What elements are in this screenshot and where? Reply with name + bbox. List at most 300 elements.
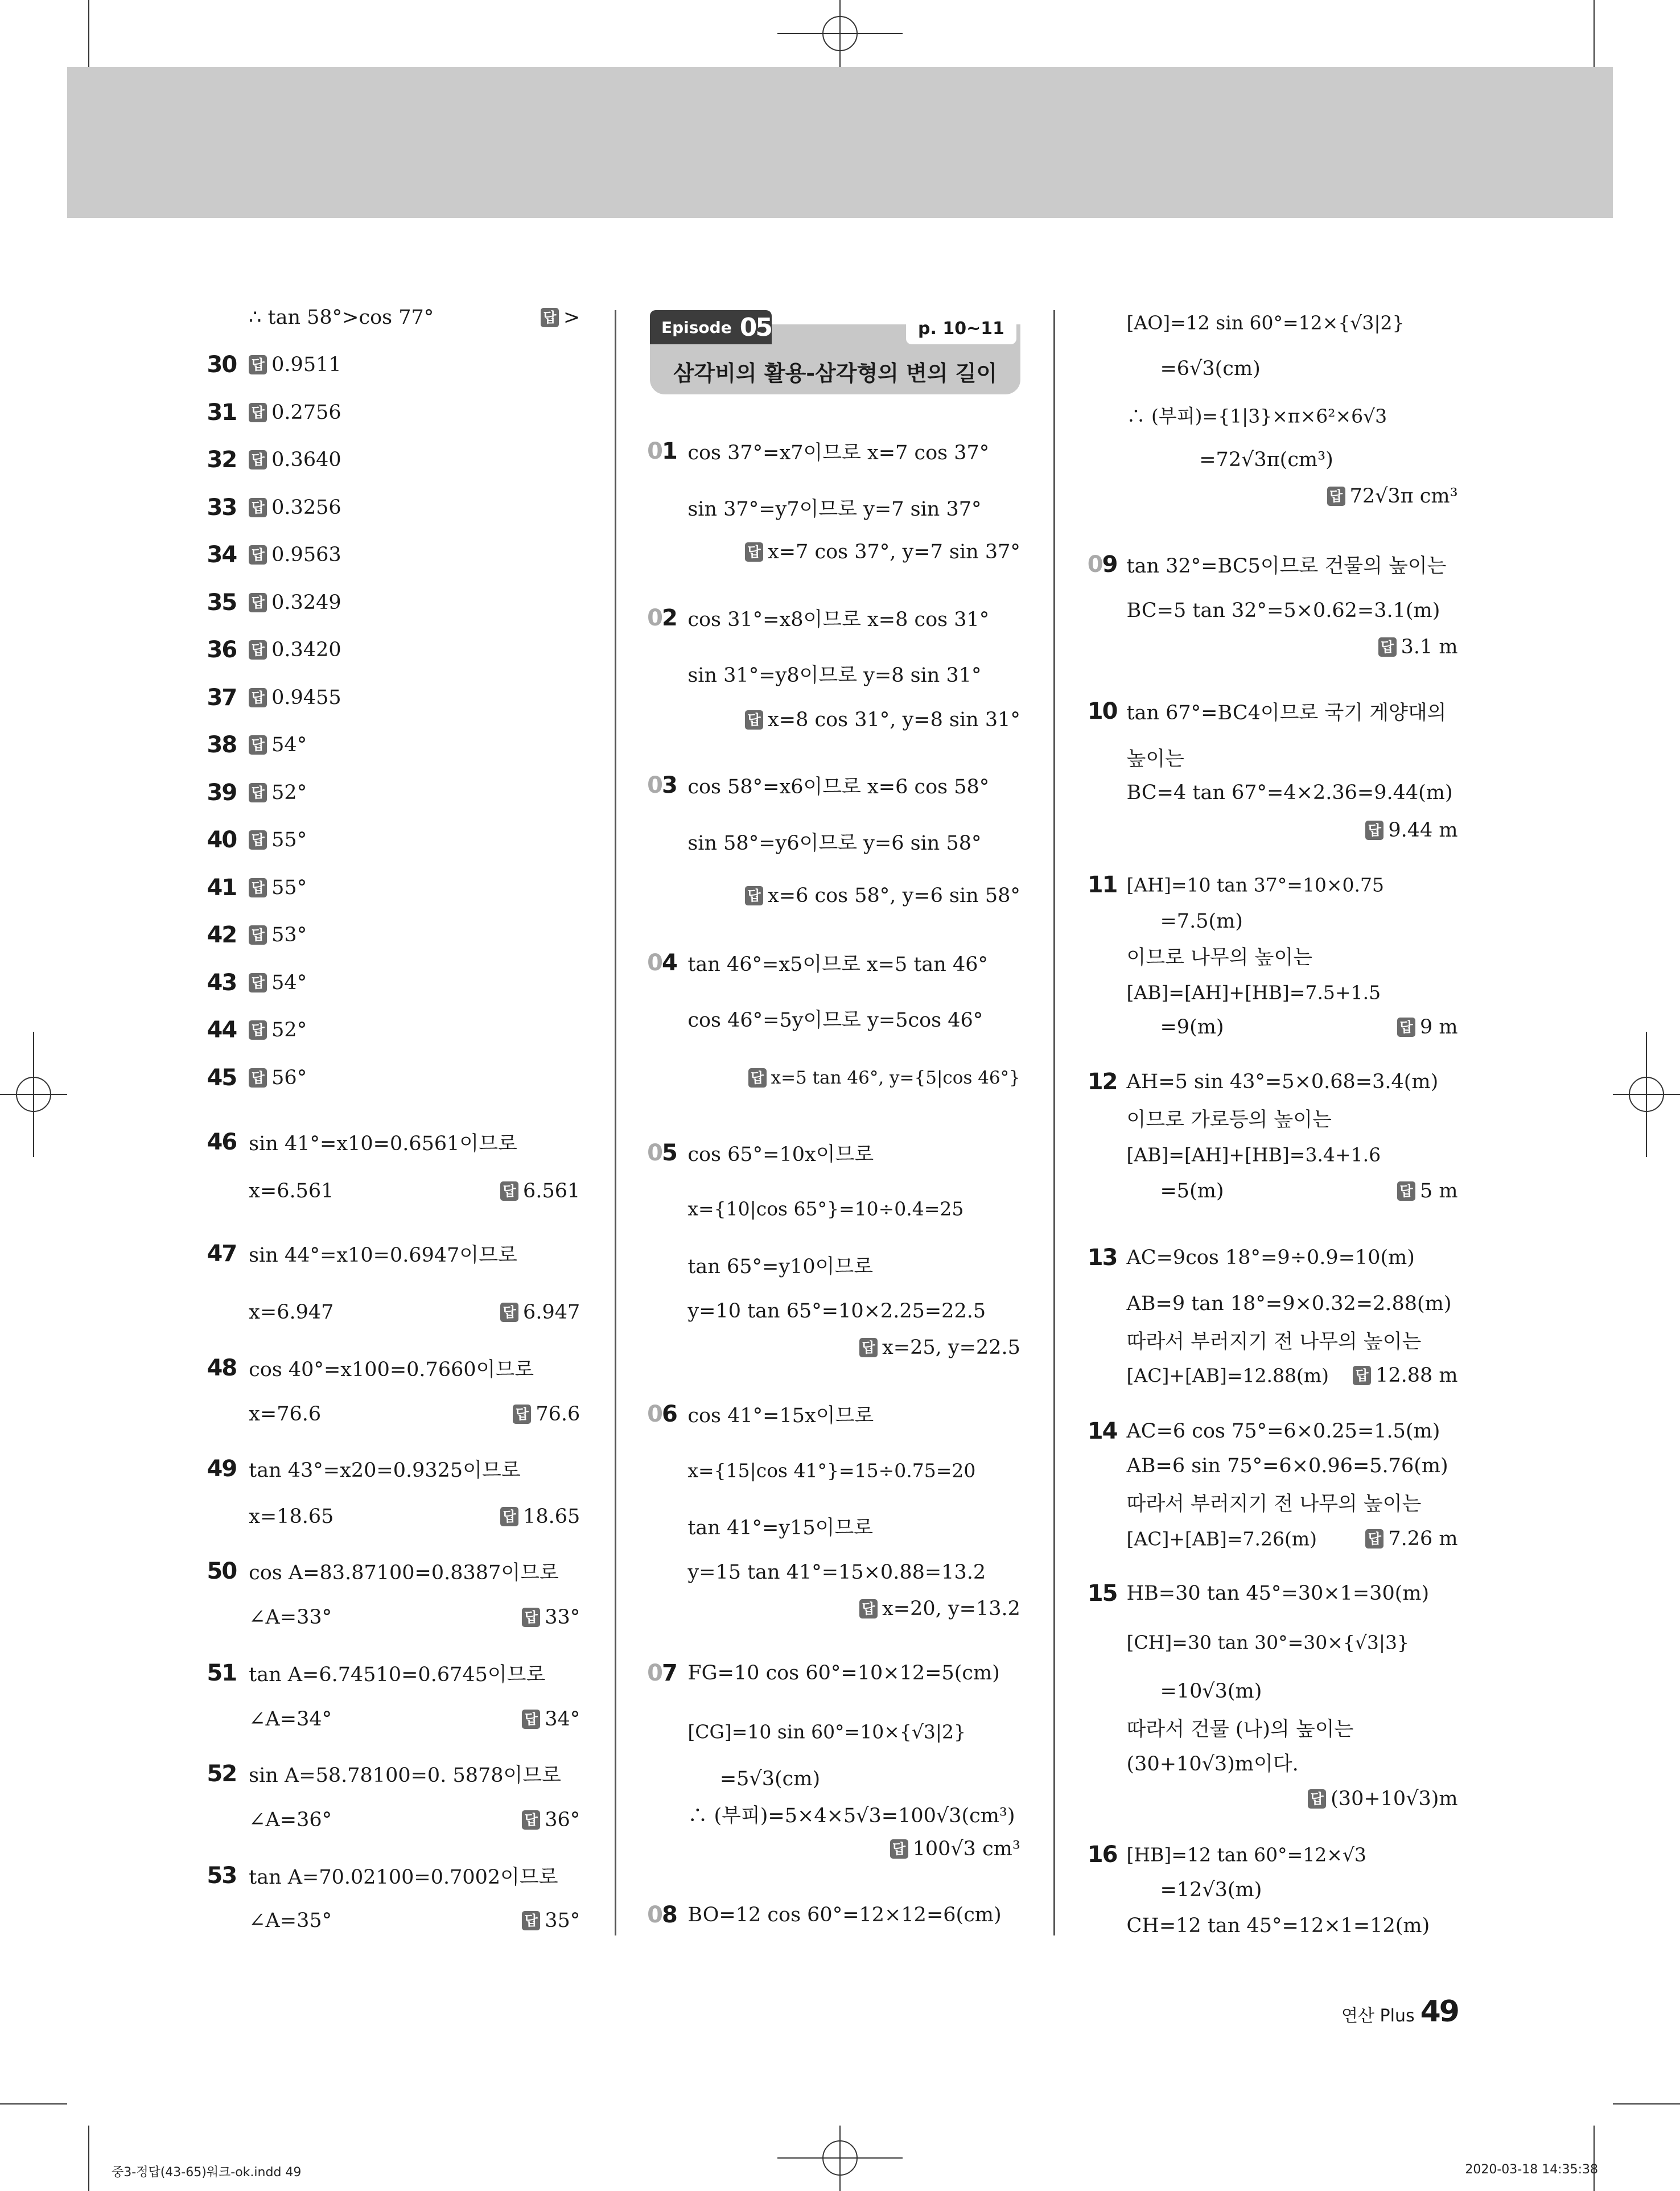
solution-line — [249, 1708, 332, 1731]
solution-line — [249, 1809, 332, 1831]
crop-mark — [88, 0, 89, 67]
line-text: 9.44 m — [1388, 818, 1458, 842]
answer-badge-icon: 답 — [249, 735, 267, 755]
answer-badge-icon: 답 — [249, 1020, 267, 1040]
line-text: > — [563, 306, 580, 329]
answer-badge-icon: 답 — [500, 1303, 518, 1322]
episode-number: 05 — [739, 312, 771, 342]
answer-badge-icon: 답 — [1397, 1018, 1415, 1037]
answer-line — [1308, 1788, 1457, 1810]
problem-number: 52 — [207, 1760, 237, 1787]
solution-line — [1127, 312, 1405, 334]
answer-badge-icon: 답 — [522, 1911, 540, 1930]
problem-number: 02 — [647, 604, 677, 631]
solution-line — [1127, 1914, 1430, 1937]
line-text: [AB]=[AH]+[HB]=3.4+1.6 — [1126, 1143, 1381, 1166]
line-text: x=8 cos 31°, y=8 sin 31° — [768, 708, 1020, 731]
answer-line — [249, 448, 341, 471]
registration-mark-icon — [1613, 1094, 1680, 1095]
line-text: [AC]+[AB]=12.88(m) — [1126, 1364, 1329, 1387]
solution-line — [249, 1354, 534, 1382]
line-text: [AC]+[AB]=7.26(m) — [1126, 1527, 1317, 1550]
solution-line — [1127, 599, 1440, 622]
line-text: x=76.6 — [249, 1403, 322, 1426]
problem-number: 32 — [207, 447, 237, 473]
problem-number: 39 — [207, 779, 237, 806]
line-text: BO=12 cos 60°=12×12=6(cm) — [687, 1903, 1002, 1926]
solution-line — [1127, 981, 1381, 1003]
problem-number: 50 — [207, 1558, 237, 1584]
line-text: cos 46°=5y이므로 y=5cos 46° — [687, 1009, 983, 1032]
line-text: =6√3(cm) — [1160, 357, 1261, 381]
line-text: ∠A=34° — [249, 1707, 332, 1731]
solution-line — [687, 1300, 986, 1323]
line-text: x=25, y=22.5 — [882, 1336, 1020, 1359]
line-text: AC=9cos 18°=9÷0.9=10(m) — [1126, 1246, 1415, 1270]
answer-badge-icon: 답 — [745, 710, 763, 730]
problem-number: 14 — [1087, 1418, 1117, 1444]
answer-line — [249, 734, 307, 756]
answer-badge-icon: 답 — [522, 1710, 540, 1729]
answer-badge-icon: 답 — [541, 308, 559, 327]
answer-badge-icon: 답 — [859, 1338, 878, 1357]
line-text: 높이는 — [1126, 748, 1184, 771]
line-text: 이므로 나무의 높이는 — [1126, 946, 1313, 969]
line-text: 3.1 m — [1401, 636, 1458, 659]
answer-line — [249, 1019, 307, 1041]
answer-line — [522, 1606, 580, 1629]
line-text: 18.65 — [523, 1505, 580, 1528]
line-text: tan 67°=BC4이므로 국기 게양대의 — [1126, 702, 1447, 725]
line-text: =72√3π(cm³) — [1199, 448, 1333, 472]
solution-line — [1127, 1420, 1440, 1443]
line-text: 55° — [271, 829, 307, 852]
solution-line — [1127, 1844, 1366, 1866]
line-text: ∴ (부피)={1|3}×π×6²×6√3 — [1126, 405, 1387, 427]
line-text: [AB]=[AH]+[HB]=7.5+1.5 — [1126, 981, 1381, 1004]
problem-number: 01 — [647, 438, 677, 465]
solution-line — [1160, 1879, 1262, 1901]
line-text: 56° — [271, 1066, 307, 1089]
episode-title: 삼각비의 활용-삼각형의 변의 길이 — [673, 361, 998, 386]
solution-line — [249, 1301, 333, 1324]
line-text: y=10 tan 65°=10×2.25=22.5 — [687, 1299, 986, 1323]
solution-line — [1127, 743, 1184, 772]
solution-line — [687, 1139, 874, 1167]
problem-number: 38 — [207, 732, 237, 759]
answer-badge-icon: 답 — [249, 545, 267, 565]
problem-number: 35 — [207, 589, 237, 616]
line-text: 이므로 가로등의 높이는 — [1126, 1108, 1332, 1131]
answer-badge-icon: 답 — [249, 498, 267, 517]
solution-line — [687, 1561, 986, 1584]
solution-line — [249, 1505, 333, 1528]
line-text: =12√3(m) — [1160, 1878, 1262, 1901]
solution-line — [249, 1128, 517, 1156]
line-text: x=6 cos 58°, y=6 sin 58° — [768, 884, 1020, 908]
line-text: x=5 tan 46°, y={5|cos 46°} — [771, 1067, 1020, 1088]
line-text: 54° — [271, 734, 307, 757]
line-text: tan 65°=y10이므로 — [687, 1255, 874, 1278]
line-text: [CG]=10 sin 60°=10×{√3|2} — [687, 1720, 966, 1743]
answer-line — [513, 1403, 580, 1426]
line-text: tan A=70.02100=0.7002이므로 — [249, 1865, 558, 1889]
solution-line — [1127, 1582, 1430, 1605]
solution-line — [1127, 1528, 1317, 1550]
line-text: sin 41°=x10=0.6561이므로 — [249, 1132, 517, 1155]
answer-badge-icon: 답 — [249, 973, 267, 992]
line-text: 36° — [545, 1808, 580, 1831]
answer-line — [249, 971, 307, 994]
line-text: [CH]=30 tan 30°=30×{√3|3} — [1126, 1631, 1410, 1654]
line-text: tan 43°=x20=0.9325이므로 — [249, 1459, 521, 1482]
problem-number: 41 — [207, 874, 237, 901]
line-text: 34° — [545, 1707, 580, 1731]
line-text: 0.3249 — [271, 591, 341, 614]
answer-badge-icon: 답 — [249, 688, 267, 707]
answer-line — [249, 686, 341, 709]
answer-line — [249, 876, 307, 899]
solution-line — [687, 604, 989, 632]
solution-line — [1127, 942, 1313, 970]
answer-line — [500, 1180, 580, 1202]
line-text: cos 41°=15x이므로 — [687, 1405, 874, 1428]
solution-line — [1199, 448, 1333, 471]
line-text: =10√3(m) — [1160, 1679, 1262, 1703]
answer-line — [541, 306, 580, 329]
answer-line — [890, 1838, 1020, 1860]
line-text: cos 58°=x6이므로 x=6 cos 58° — [687, 776, 990, 799]
line-text: =5(m) — [1160, 1179, 1224, 1202]
line-text: tan 46°=x5이므로 x=5 tan 46° — [687, 953, 988, 977]
slug-file: 중3-정답(43-65)워크-ok.indd 49 — [112, 2165, 302, 2180]
solution-line — [720, 1768, 820, 1790]
solution-line — [1127, 1714, 1354, 1742]
answer-badge-icon: 답 — [522, 1608, 540, 1627]
registration-mark-icon — [839, 0, 841, 67]
answer-line — [1378, 636, 1458, 658]
line-text: 9 m — [1420, 1016, 1458, 1039]
answer-badge-icon: 답 — [249, 878, 267, 897]
solution-line — [1160, 1016, 1224, 1039]
line-text: =7.5(m) — [1160, 909, 1243, 933]
solution-line — [687, 1720, 966, 1743]
line-text: 0.3420 — [271, 639, 341, 662]
problem-number: 16 — [1087, 1842, 1117, 1868]
line-text: FG=10 cos 60°=10×12=5(cm) — [687, 1661, 1000, 1685]
solution-line — [249, 1606, 332, 1629]
answer-line — [249, 401, 341, 424]
line-text: [HB]=12 tan 60°=12×√3 — [1126, 1843, 1366, 1866]
line-text: 53° — [271, 924, 307, 947]
episode-tab — [650, 310, 772, 344]
line-text: x=18.65 — [249, 1505, 334, 1528]
answer-badge-icon: 답 — [890, 1839, 908, 1859]
problem-number: 45 — [207, 1064, 237, 1091]
line-text: cos 31°=x8이므로 x=8 cos 31° — [687, 608, 990, 631]
solution-line — [1127, 1070, 1439, 1093]
line-text: 35° — [545, 1909, 580, 1932]
line-text: tan 32°=BC5이므로 건물의 높이는 — [1126, 555, 1447, 578]
solution-line — [687, 1459, 975, 1481]
line-text: sin 37°=y7이므로 y=7 sin 37° — [687, 497, 982, 521]
answer-badge-icon: 답 — [748, 1068, 767, 1088]
answer-badge-icon: 답 — [745, 542, 763, 562]
page-footer — [1341, 1995, 1458, 2029]
line-text: BC=4 tan 67°=4×2.36=9.44(m) — [1126, 781, 1453, 804]
problem-number: 34 — [207, 542, 237, 569]
solution-line — [1127, 402, 1387, 429]
answer-badge-icon: 답 — [1308, 1789, 1326, 1809]
answer-line — [748, 1068, 1020, 1088]
line-text: 76.6 — [536, 1403, 580, 1426]
registration-mark-icon — [777, 2157, 903, 2159]
line-text: 72√3π cm³ — [1349, 484, 1458, 508]
line-text: 5 m — [1420, 1179, 1458, 1202]
line-text: 따라서 건물 (나)의 높이는 — [1126, 1718, 1354, 1741]
problem-number: 10 — [1087, 698, 1117, 725]
line-text: y=15 tan 41°=15×0.88=13.2 — [687, 1561, 986, 1584]
problem-number: 15 — [1087, 1580, 1117, 1607]
line-text: (30+10√3)m이다. — [1126, 1753, 1299, 1776]
solution-line — [1127, 1326, 1422, 1354]
solution-line — [1127, 1292, 1452, 1315]
solution-line — [687, 949, 988, 977]
solution-line — [1160, 357, 1260, 380]
line-text: [AH]=10 tan 37°=10×0.75 — [1126, 874, 1384, 896]
answer-badge-icon: 답 — [1327, 487, 1345, 506]
solution-line — [1127, 1143, 1381, 1165]
problem-number: 11 — [1087, 871, 1117, 898]
problem-number: 09 — [1087, 551, 1117, 578]
answer-line — [500, 1505, 580, 1528]
line-text: x=20, y=13.2 — [882, 1597, 1020, 1620]
solution-line — [1160, 1680, 1262, 1703]
answer-line — [1327, 485, 1458, 508]
line-text: ∴ tan 58°>cos 77° — [249, 306, 434, 329]
problem-number: 36 — [207, 637, 237, 664]
answer-line — [500, 1301, 580, 1324]
answer-badge-icon: 답 — [500, 1181, 518, 1201]
problem-number: 44 — [207, 1017, 237, 1044]
problem-number: 07 — [647, 1659, 677, 1686]
line-text: sin A=58.78100=0. 5878이므로 — [249, 1764, 561, 1787]
answer-badge-icon: 답 — [859, 1599, 878, 1618]
problem-number: 12 — [1087, 1068, 1117, 1095]
solution-line — [1127, 874, 1384, 896]
episode-word: Episode — [661, 318, 732, 337]
line-text: 0.9563 — [271, 543, 341, 567]
solution-line — [1127, 697, 1447, 726]
line-text: 52° — [271, 781, 307, 804]
problem-number: 13 — [1087, 1245, 1117, 1271]
line-text: cos 37°=x7이므로 x=7 cos 37° — [687, 442, 990, 465]
answer-badge-icon: 답 — [1397, 1181, 1415, 1201]
line-text: 54° — [271, 971, 307, 994]
line-text: 55° — [271, 876, 307, 899]
answer-line — [249, 781, 307, 804]
line-text: HB=30 tan 45°=30×1=30(m) — [1126, 1582, 1430, 1605]
solution-line — [1127, 1455, 1448, 1477]
answer-badge-icon: 답 — [745, 886, 763, 905]
answer-badge-icon: 답 — [1365, 821, 1383, 840]
book-name: 연산 Plus — [1341, 2006, 1415, 2026]
line-text: x=6.561 — [249, 1179, 334, 1202]
line-text: x=6.947 — [249, 1301, 334, 1324]
solution-line — [1127, 1631, 1410, 1653]
line-text: AB=9 tan 18°=9×0.32=2.88(m) — [1126, 1292, 1452, 1316]
line-text: ∠A=35° — [249, 1909, 332, 1932]
problem-number: 06 — [647, 1401, 677, 1428]
line-text: 6.947 — [523, 1301, 580, 1324]
answer-badge-icon: 답 — [1353, 1366, 1371, 1385]
answer-badge-icon: 답 — [249, 783, 267, 802]
solution-line — [687, 1904, 1001, 1926]
problem-number: 48 — [207, 1355, 237, 1382]
solution-line — [249, 1455, 520, 1483]
crop-mark — [0, 2103, 67, 2104]
line-text: cos 65°=10x이므로 — [687, 1143, 874, 1167]
column-divider — [1053, 310, 1055, 1935]
solution-line — [1127, 1104, 1332, 1132]
problem-number: 51 — [207, 1659, 237, 1686]
solution-line — [249, 1557, 559, 1585]
line-text: 12.88 m — [1376, 1364, 1458, 1387]
solution-line — [249, 1659, 545, 1687]
problem-number: 05 — [647, 1140, 677, 1167]
answer-line — [859, 1336, 1020, 1359]
line-text: sin 58°=y6이므로 y=6 sin 58° — [687, 831, 982, 855]
answer-badge-icon: 답 — [249, 593, 267, 612]
line-text: 6.561 — [523, 1179, 580, 1202]
problem-number: 33 — [207, 494, 237, 521]
solution-line — [1127, 1488, 1422, 1517]
problem-number: 47 — [207, 1241, 237, 1267]
line-text: AC=6 cos 75°=6×0.25=1.5(m) — [1126, 1419, 1440, 1443]
solution-line — [687, 660, 981, 688]
line-text: cos 40°=x100=0.7660이므로 — [249, 1358, 534, 1382]
line-text: ∴ (부피)=5×4×5√3=100√3(cm³) — [687, 1804, 1015, 1827]
problem-number: 30 — [207, 352, 237, 378]
problem-number: 03 — [647, 772, 677, 799]
problem-number: 43 — [207, 969, 237, 996]
problem-number: 42 — [207, 922, 237, 949]
solution-line — [687, 827, 981, 856]
solution-line — [1160, 910, 1243, 933]
crop-mark — [1613, 2103, 1680, 2104]
answer-badge-icon: 답 — [513, 1405, 531, 1424]
answer-line — [249, 1066, 307, 1089]
problem-number: 46 — [207, 1129, 237, 1155]
solution-line — [249, 1760, 561, 1788]
solution-line — [1160, 1180, 1224, 1202]
problem-number: 40 — [207, 827, 237, 854]
problem-number: 37 — [207, 684, 237, 711]
line-text: 0.9511 — [271, 353, 341, 377]
line-text: 0.2756 — [271, 401, 341, 424]
answer-badge-icon: 답 — [249, 403, 267, 422]
solution-line — [249, 1909, 332, 1932]
answer-line — [1353, 1364, 1458, 1387]
solution-line — [687, 1512, 873, 1541]
problem-number: 04 — [647, 950, 677, 977]
header-band — [67, 67, 1613, 218]
answer-line — [249, 591, 341, 614]
line-text: [AO]=12 sin 60°=12×{√3|2} — [1126, 311, 1405, 334]
answer-line — [522, 1909, 580, 1932]
crop-mark — [88, 2126, 89, 2191]
line-text: 0.3640 — [271, 448, 341, 472]
crop-mark — [1593, 2126, 1595, 2191]
answer-badge-icon: 답 — [1378, 637, 1397, 657]
line-text: BC=5 tan 32°=5×0.62=3.1(m) — [1126, 599, 1440, 623]
answer-line — [1397, 1016, 1458, 1039]
line-text: 7.26 m — [1388, 1527, 1458, 1551]
line-text: x=7 cos 37°, y=7 sin 37° — [768, 541, 1020, 564]
solution-line — [687, 1198, 963, 1220]
line-text: 33° — [545, 1605, 580, 1629]
problem-number: 49 — [207, 1456, 237, 1482]
solution-line — [249, 306, 434, 329]
line-text: =5√3(cm) — [719, 1768, 821, 1791]
answer-badge-icon: 답 — [249, 925, 267, 945]
line-text: 52° — [271, 1019, 307, 1042]
solution-line — [1127, 1246, 1415, 1269]
column-divider — [615, 310, 616, 1935]
solution-line — [249, 1403, 321, 1426]
solution-line — [687, 493, 981, 522]
solution-line — [687, 437, 989, 466]
problem-number: 08 — [647, 1901, 677, 1928]
crop-mark — [1593, 0, 1595, 67]
line-text: =9(m) — [1160, 1016, 1224, 1039]
solution-line — [249, 1861, 558, 1890]
line-text: sin 44°=x10=0.6947이므로 — [249, 1244, 517, 1267]
answer-line — [249, 829, 307, 851]
line-text: sin 31°=y8이므로 y=8 sin 31° — [687, 664, 982, 687]
line-text: x={15|cos 41°}=15÷0.75=20 — [687, 1459, 976, 1482]
solution-line — [687, 1251, 873, 1279]
line-text: 0.3256 — [271, 496, 341, 519]
line-text: AB=6 sin 75°=6×0.96=5.76(m) — [1126, 1455, 1448, 1478]
solution-line — [687, 1004, 983, 1033]
solution-line — [687, 771, 989, 800]
solution-line — [249, 1180, 333, 1202]
answer-badge-icon: 답 — [249, 450, 267, 470]
solution-line — [249, 1239, 517, 1268]
answer-badge-icon: 답 — [249, 830, 267, 850]
answer-badge-icon: 답 — [249, 355, 267, 374]
line-text: x={10|cos 65°}=10÷0.4=25 — [687, 1197, 964, 1220]
answer-badge-icon: 답 — [249, 1068, 267, 1088]
answer-badge-icon: 답 — [522, 1810, 540, 1830]
solution-line — [1127, 1748, 1299, 1777]
line-text: cos A=83.87100=0.8387이므로 — [249, 1561, 559, 1584]
problem-number: 53 — [207, 1862, 237, 1889]
solution-line — [1127, 781, 1453, 804]
line-text: 100√3 cm³ — [912, 1838, 1020, 1861]
solution-line — [687, 1400, 874, 1428]
line-text: 0.9455 — [271, 686, 341, 709]
answer-line — [745, 709, 1020, 731]
answer-badge-icon: 답 — [500, 1507, 518, 1526]
line-text: tan 41°=y15이므로 — [687, 1516, 874, 1539]
answer-line — [249, 924, 307, 946]
line-text: CH=12 tan 45°=12×1=12(m) — [1126, 1914, 1430, 1938]
solution-line — [687, 1800, 1015, 1828]
episode-pages: p. 10~11 — [906, 313, 1016, 344]
line-text: tan A=6.74510=0.6745이므로 — [249, 1663, 546, 1686]
